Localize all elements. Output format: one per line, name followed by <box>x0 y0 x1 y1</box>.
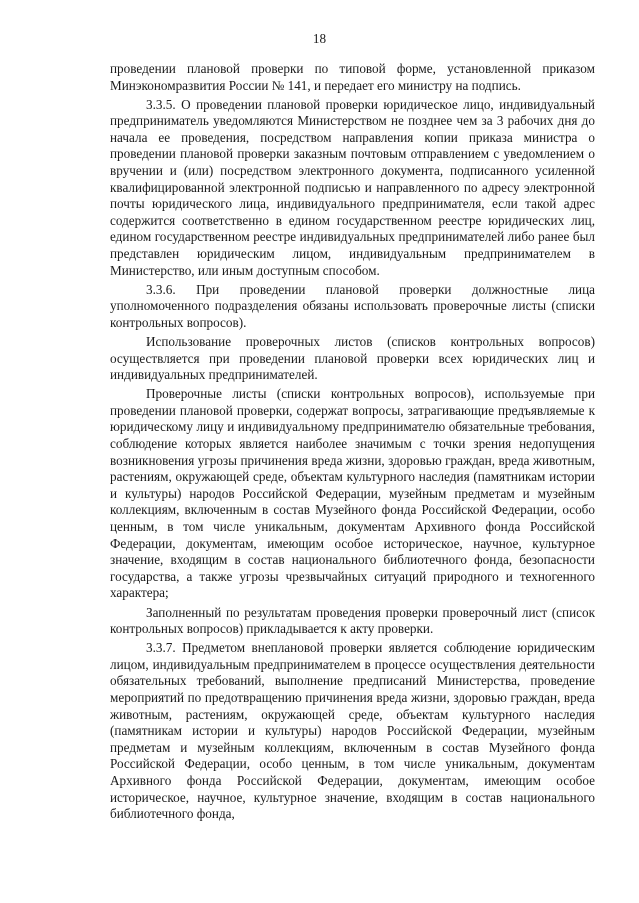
paragraph-3-3-5: 3.3.5. О проведении плановой проверки юридическое лицо, индивидуальный предприниматель уведомляются Министерством не позднее чем за 3 рабочих дня до начала ее проведения, посредством направления копии приказа министра о проведении плановой проверки заказным почтовым отправлением с уведомлением о вручении и (или) посредством электронного документа, подписанного усиленной квалифицированной электронной подписью и направленного по адресу электронной почты юридического лица, индивидуального предпринимателя, если такой адрес содержится соответственно в едином государственном реестре юридических лиц, едином государственном реестре индивидуальных предпринимателей либо ранее был представлен юридическим лицом, индивидуальным предпринимателем в Министерство, или иным доступным способом. <box>110 96 595 278</box>
paragraph-3-3-6: 3.3.6. При проведении плановой проверки должностные лица уполномоченного подразделения обязаны использовать проверочные листы (списки контрольных вопросов). <box>110 281 595 330</box>
document-body <box>110 61 595 825</box>
paragraph-3-3-7: 3.3.7. Предметом внеплановой проверки является соблюдение юридическим лицом, индивидуальным предпринимателем в процессе осуществления деятельности обязательных требований, выполнение предписаний Министерства, проведение мероприятий по предотвращению причинения вреда жизни, здоровью граждан, вреда животным, растениям, окружающей среде, объектам культурного наследия (памятникам истории и культуры) народов Российской Федерации, музейным предметам и музейным коллекциям, включенным в состав Музейного фонда Российской Федерации, особо ценным, в том числе уникальным, документам Архивного фонда Российской Федерации, документам, имеющим особое историческое, научное, культурное значение, входящим в состав национального библиотечного фонда, <box>110 640 595 822</box>
paragraph-continuation: проведении плановой проверки по типовой форме, установленной приказом Минэкономразвития России № 141, и передает его министру на подпись. <box>110 61 595 93</box>
paragraph-checklist-usage: Использование проверочных листов (списков контрольных вопросов) осуществляется при проведении плановой проверки всех юридических лиц и индивидуальных предпринимателей. <box>110 334 595 383</box>
paragraph-checklist-content: Проверочные листы (списки контрольных вопросов), используемые при проведении плановой проверки, содержат вопросы, затрагивающие предъявляемые к юридическому лицу и индивидуальному предпринимателю обязательные требования, соблюдение которых является наиболее значимым с точки зрения недопущения возникновения угрозы причинения вреда жизни, здоровью граждан, вреда животным, растениям, окружающей среде, объектам культурного наследия (памятникам истории и культуры) народов Российской Федерации, музейным предметам и музейным коллекциям, включенным в состав Музейного фонда Российской Федерации, особо ценным, в том числе уникальным, документам Архивного фонда Российской Федерации, документам, имеющим особое историческое, научное, культурное значение, входящим в состав национального библиотечного фонда, безопасности государства, а также угрозы чрезвычайных ситуаций природного и техногенного характера; <box>110 386 595 601</box>
page-number: 18 <box>312 31 327 46</box>
paragraph-checklist-attachment: Заполненный по результатам проведения проверки проверочный лист (список контрольных вопросов) прикладывается к акту проверки. <box>110 604 595 637</box>
